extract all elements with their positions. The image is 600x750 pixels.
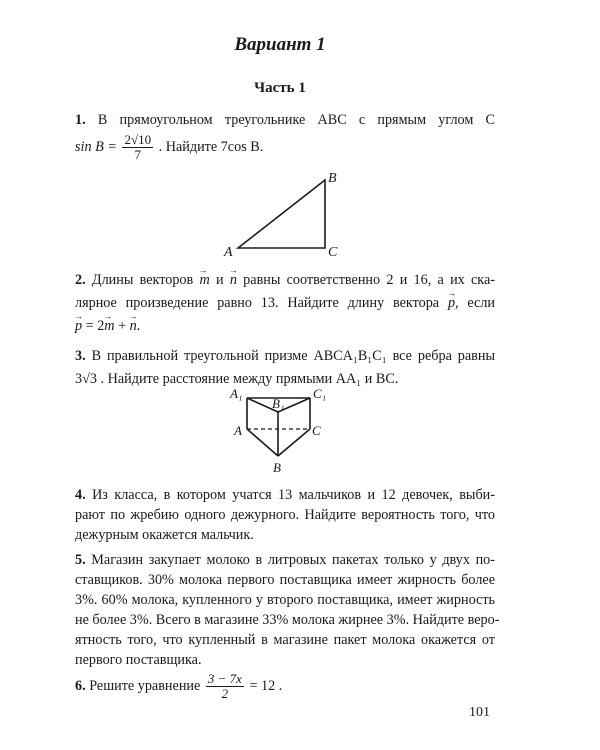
problem-1-line-2 xyxy=(75,133,495,162)
page-number: 101 xyxy=(469,705,490,720)
problem-2-line-3 xyxy=(75,316,495,336)
vector-p: → p xyxy=(448,293,455,313)
problem-5-line-5: ятность того, что купленный в магазине пакет молока окажется от xyxy=(75,632,495,648)
problem-2-text-c: лярное произведение равно 13. Найдите длину вектора xyxy=(75,295,440,311)
problem-3-text: В правильной треугольной призме ABCA₁B₁C₁ все ребра равны xyxy=(91,348,495,364)
problem-3-line-1 xyxy=(75,346,495,366)
problem-5-number: 5. xyxy=(75,552,86,568)
problem-5-line-1 xyxy=(75,550,495,570)
vector-p-eq: → p xyxy=(75,316,82,336)
problem-2-text-d: , если xyxy=(455,295,496,311)
vector-n: → n xyxy=(230,270,237,290)
prism-vertex-c1: C₁ xyxy=(313,386,327,401)
problem-6-line-1 xyxy=(75,672,495,701)
problem-2-text-b: равны соответственно 2 и 16, а их ска- xyxy=(243,272,496,288)
problem-5-text-1: Магазин закупает молоко в литровых пакетах только у двух по- xyxy=(91,552,495,568)
variant-title: Вариант 1 xyxy=(234,34,326,55)
problem-1-number: 1. xyxy=(75,112,86,128)
problem-6-number: 6. xyxy=(75,677,86,694)
triangle-abc xyxy=(238,180,325,248)
problem-5-line-6: первого поставщика. xyxy=(75,652,202,668)
sin-fraction xyxy=(122,133,153,162)
problem-5-line-4: не более 3%. Всего в магазине 33% молока жирнее 3%. Найдите веро- xyxy=(75,612,500,628)
problem-3-number: 3. xyxy=(75,348,86,364)
prism-figure xyxy=(228,384,338,476)
problem-1-line-1 xyxy=(75,110,495,130)
prism-vertex-c: C xyxy=(312,423,321,438)
problem-5-line-3: 3%. 60% молока, купленного у второго поставщика, имеет жирность xyxy=(75,592,495,608)
problem-2-text-a: Длины векторов xyxy=(91,272,194,288)
vector-m: → m xyxy=(199,270,209,290)
eq-end: . xyxy=(136,318,141,334)
vector-n-eq: → n xyxy=(130,316,137,336)
equation-rhs: = 12 . xyxy=(249,677,283,694)
problem-2-line-2 xyxy=(75,293,495,313)
equation-denominator: 2 xyxy=(221,686,229,701)
prism-vertex-a1: A₁ xyxy=(230,386,243,401)
prism-vertex-b: B xyxy=(273,460,281,475)
problem-4-line-3: дежурным окажется мальчик. xyxy=(75,527,254,543)
eq-part-a: = 2 xyxy=(85,318,105,334)
problem-6-text: Решите уравнение xyxy=(89,677,201,694)
problem-4-number: 4. xyxy=(75,487,86,503)
sin-fraction-denominator: 7 xyxy=(134,147,141,162)
problem-4-line-1 xyxy=(75,485,495,505)
problem-2-and: и xyxy=(215,272,224,288)
edge-ab xyxy=(247,429,278,456)
equation-fraction xyxy=(206,672,244,701)
problem-1-question: . Найдите 7cos B. xyxy=(158,138,264,155)
equation-numerator: 3 − 7x xyxy=(207,671,242,686)
problem-2-number: 2. xyxy=(75,272,86,288)
right-triangle-figure xyxy=(220,168,350,260)
prism-vertex-b1: B₁ xyxy=(272,396,285,411)
triangle-vertex-a: A xyxy=(224,245,233,260)
part-title: Часть 1 xyxy=(254,80,306,96)
problem-3-line-2: 3√3 . Найдите расстояние между прямыми AA₁ и BC. xyxy=(75,371,399,387)
eq-part-b: + xyxy=(118,318,127,334)
sin-expression: sin B = xyxy=(75,138,117,155)
triangle-vertex-b: B xyxy=(328,171,337,186)
sin-fraction-numerator: 2√10 xyxy=(124,132,152,147)
problem-2-line-1 xyxy=(75,270,495,290)
prism-vertex-a: A xyxy=(234,423,242,438)
problem-4-line-2: рают по жребию одного дежурного. Найдите вероятность того, что xyxy=(75,507,495,523)
edge-cb xyxy=(278,429,310,456)
problem-5-line-2: ставщиков. 30% молока первого поставщика имеет жирность более xyxy=(75,572,495,588)
triangle-vertex-c: C xyxy=(328,245,338,260)
vector-m-eq: → m xyxy=(104,316,114,336)
problem-4-text-1: Из класса, в котором учатся 13 мальчиков и 12 девочек, выби- xyxy=(92,487,496,503)
problem-1-text: В прямоугольном треугольнике ABC с прямым углом C xyxy=(97,112,495,128)
